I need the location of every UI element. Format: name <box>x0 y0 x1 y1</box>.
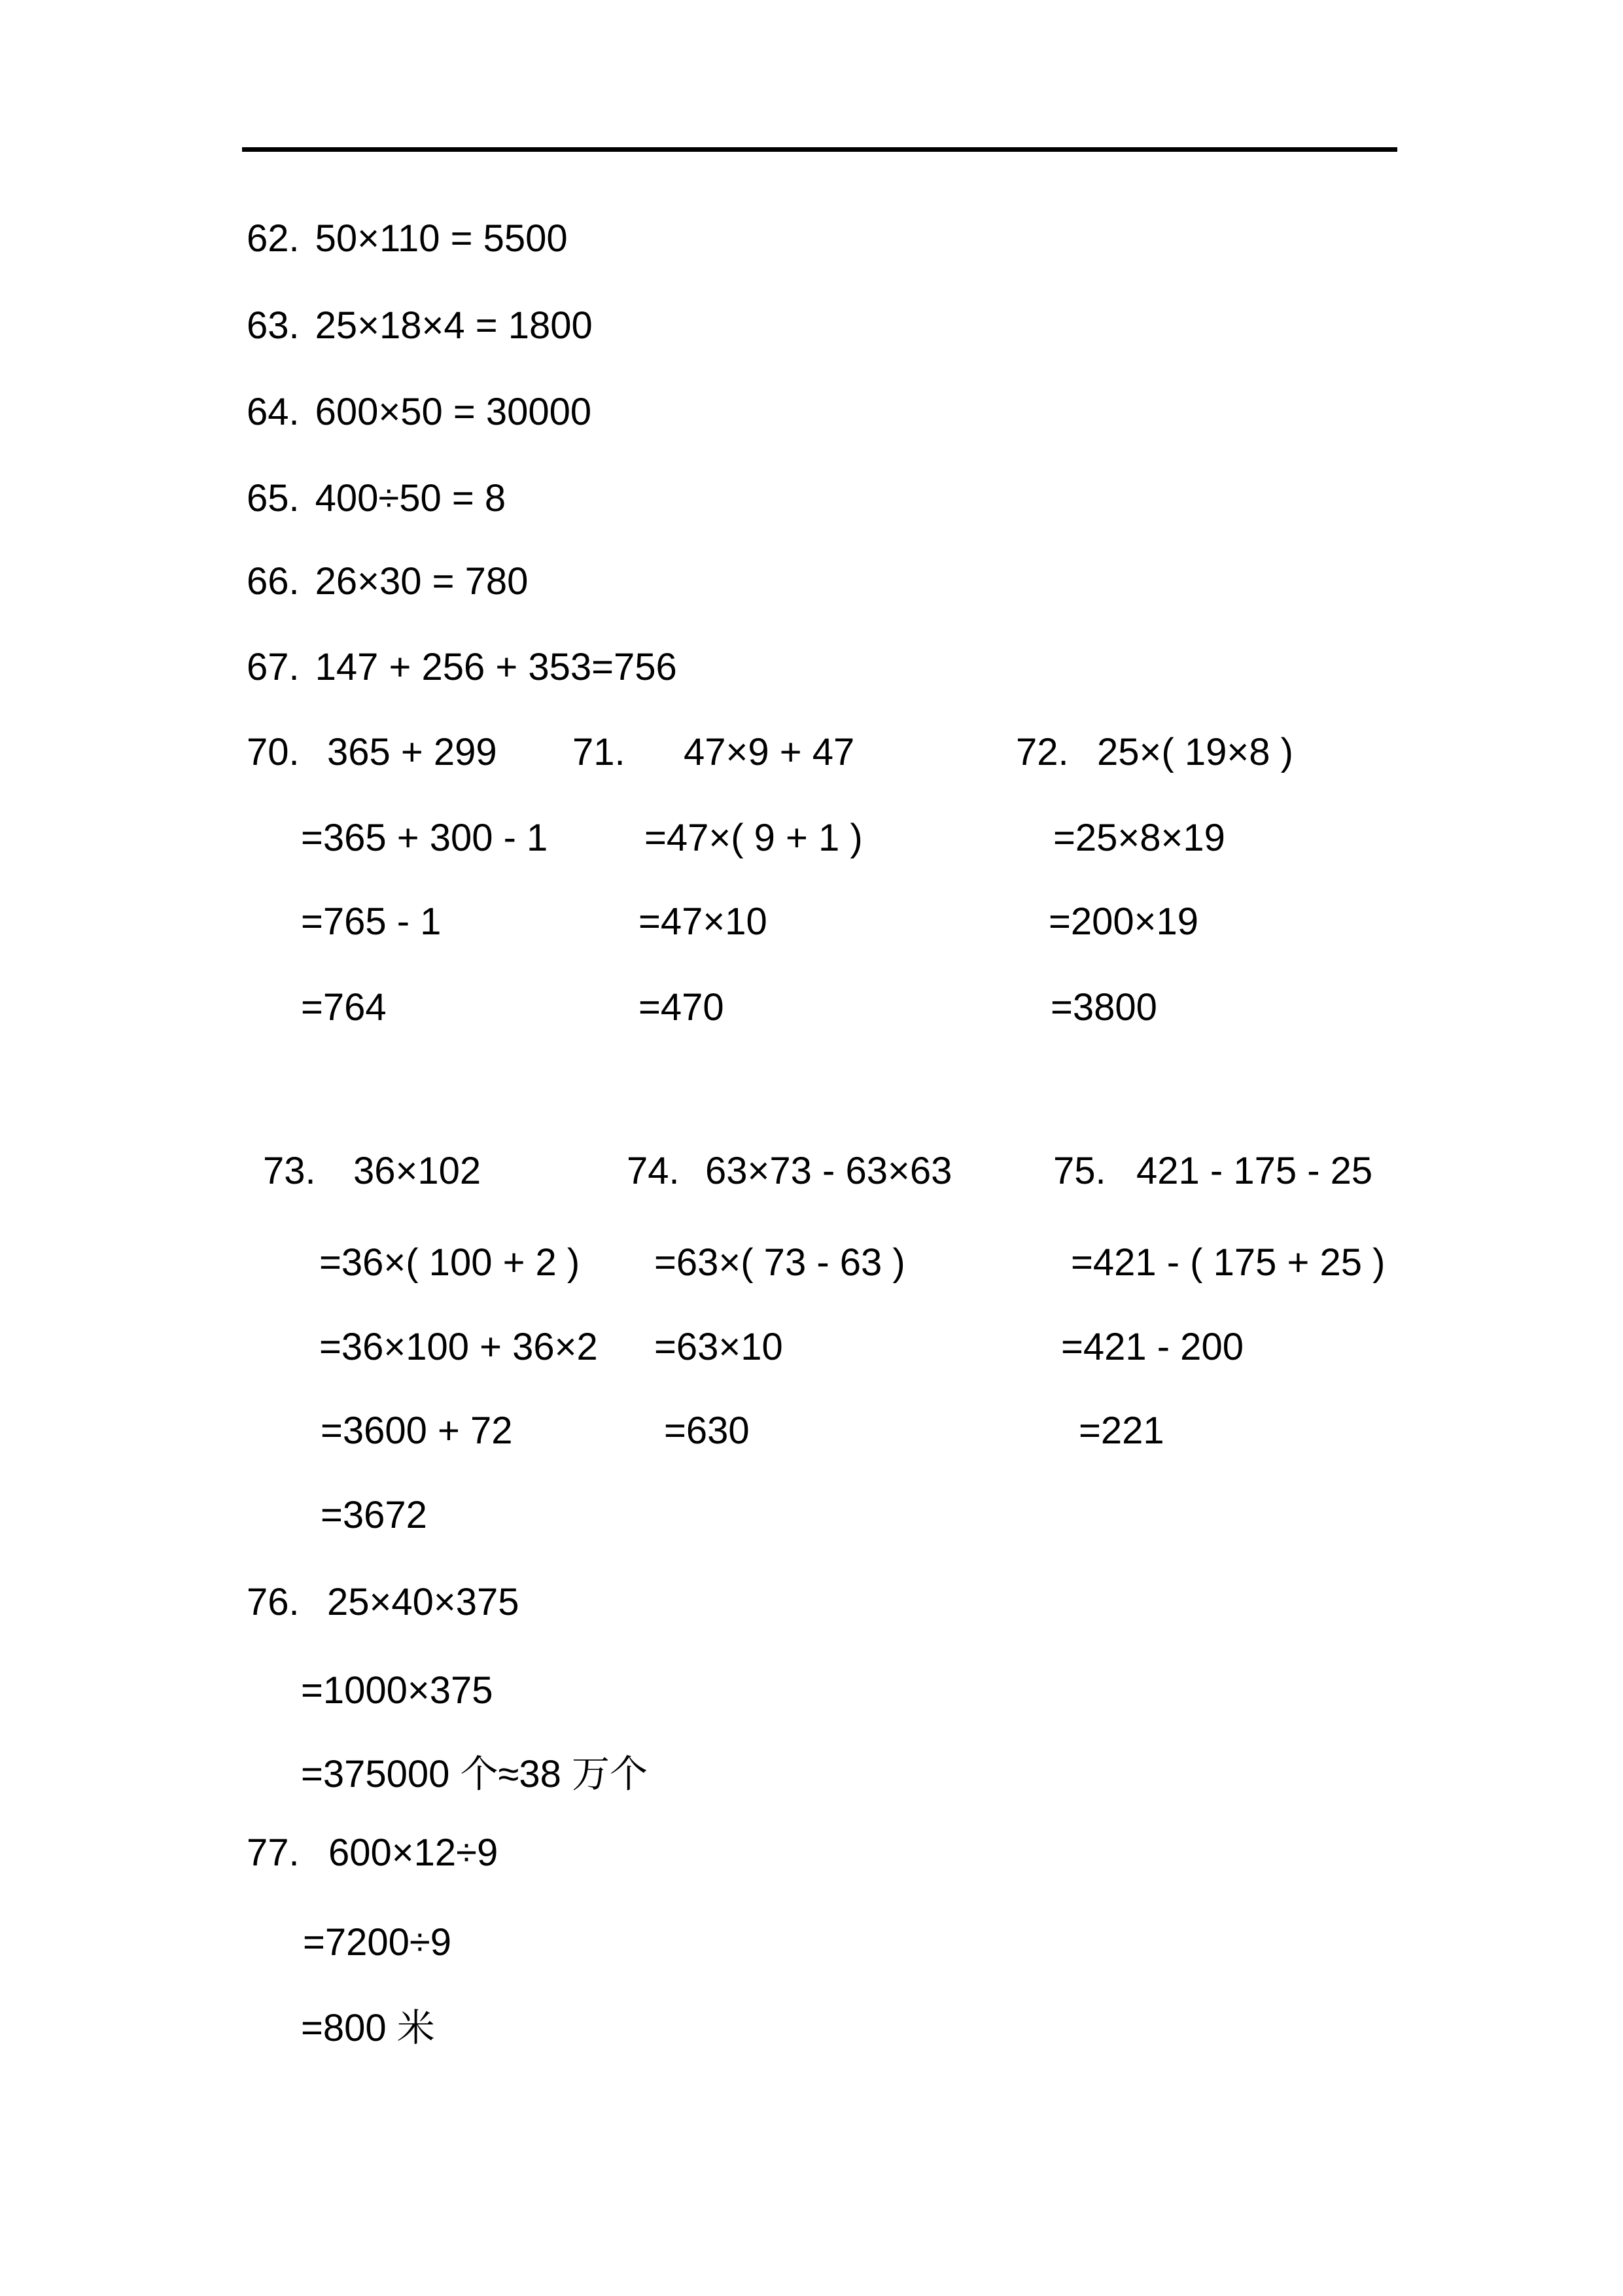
problem-73-step-1: =36×( 100 + 2 ) <box>319 1241 580 1284</box>
problem-70-step-1: =365 + 300 - 1 <box>301 817 548 859</box>
problem-74-number: 74. <box>627 1150 680 1192</box>
problem-71-step-1: =47×( 9 + 1 ) <box>644 817 863 859</box>
problem-70-step-2: =765 - 1 <box>301 900 442 943</box>
problem-63-expression: 25×18×4 = 1800 <box>315 304 593 347</box>
problem-76-step-1: =1000×375 <box>301 1669 493 1712</box>
problem-77-number: 77. <box>247 1831 300 1874</box>
problem-72-step-2: =200×19 <box>1049 900 1199 943</box>
problem-73-step-4: =3672 <box>321 1494 427 1536</box>
problem-75-number: 75. <box>1053 1150 1106 1192</box>
problem-65-number: 65. <box>247 477 300 520</box>
problem-70-step-3: =764 <box>301 986 387 1029</box>
problem-66-expression: 26×30 = 780 <box>315 560 529 603</box>
problem-71-number: 71. <box>572 731 625 773</box>
problem-65-expression: 400÷50 = 8 <box>315 477 506 520</box>
problem-75-step-1: =421 - ( 175 + 25 ) <box>1071 1241 1386 1284</box>
problem-70-expression: 365 + 299 <box>327 731 497 773</box>
problem-62-number: 62. <box>247 217 300 260</box>
problem-63-line <box>247 303 593 349</box>
problem-63-number: 63. <box>247 304 300 347</box>
problem-76-number: 76. <box>247 1581 300 1623</box>
problem-77-step-1: =7200÷9 <box>303 1921 451 1964</box>
problem-73-expression: 36×102 <box>353 1150 481 1192</box>
problem-72-expression: 25×( 19×8 ) <box>1097 731 1293 773</box>
problem-67-number: 67. <box>247 646 300 688</box>
problem-64-expression: 600×50 = 30000 <box>315 391 592 433</box>
problem-73-number: 73. <box>263 1150 316 1192</box>
problem-74-expression: 63×73 - 63×63 <box>705 1150 952 1192</box>
problem-71-expression: 47×9 + 47 <box>684 731 855 773</box>
problem-73-step-3: =3600 + 72 <box>321 1409 513 1452</box>
problem-64-number: 64. <box>247 391 300 433</box>
problem-76-expression: 25×40×375 <box>327 1581 519 1623</box>
problem-67-line <box>247 645 677 690</box>
problem-65-line <box>247 476 506 521</box>
problem-72-step-3: =3800 <box>1051 986 1157 1029</box>
problem-77-expression: 600×12÷9 <box>328 1831 498 1874</box>
problem-66-number: 66. <box>247 560 300 603</box>
problem-70-number: 70. <box>247 731 300 773</box>
problem-71-step-2: =47×10 <box>638 900 767 943</box>
problem-71-step-3: =470 <box>638 986 724 1029</box>
problem-66-line <box>247 559 528 605</box>
problem-75-step-3: =221 <box>1079 1409 1164 1452</box>
header-rule <box>242 147 1397 152</box>
problem-74-step-3: =630 <box>664 1409 750 1452</box>
problem-75-step-2: =421 - 200 <box>1061 1326 1244 1368</box>
problem-67-expression: 147 + 256 + 353=756 <box>315 646 677 688</box>
problem-72-step-1: =25×8×19 <box>1053 817 1225 859</box>
problem-74-step-2: =63×10 <box>654 1326 783 1368</box>
problem-62-line <box>247 216 568 262</box>
problem-74-step-1: =63×( 73 - 63 ) <box>654 1241 905 1284</box>
problem-72-number: 72. <box>1016 731 1069 773</box>
problem-73-step-2: =36×100 + 36×2 <box>319 1326 598 1368</box>
problem-64-line <box>247 389 591 435</box>
problem-75-expression: 421 - 175 - 25 <box>1136 1150 1373 1192</box>
problem-62-expression: 50×110 = 5500 <box>315 217 568 260</box>
problem-77-step-2: =800 米 <box>301 2007 435 2049</box>
problem-76-step-2: =375000 个≈38 万个 <box>301 1753 648 1795</box>
